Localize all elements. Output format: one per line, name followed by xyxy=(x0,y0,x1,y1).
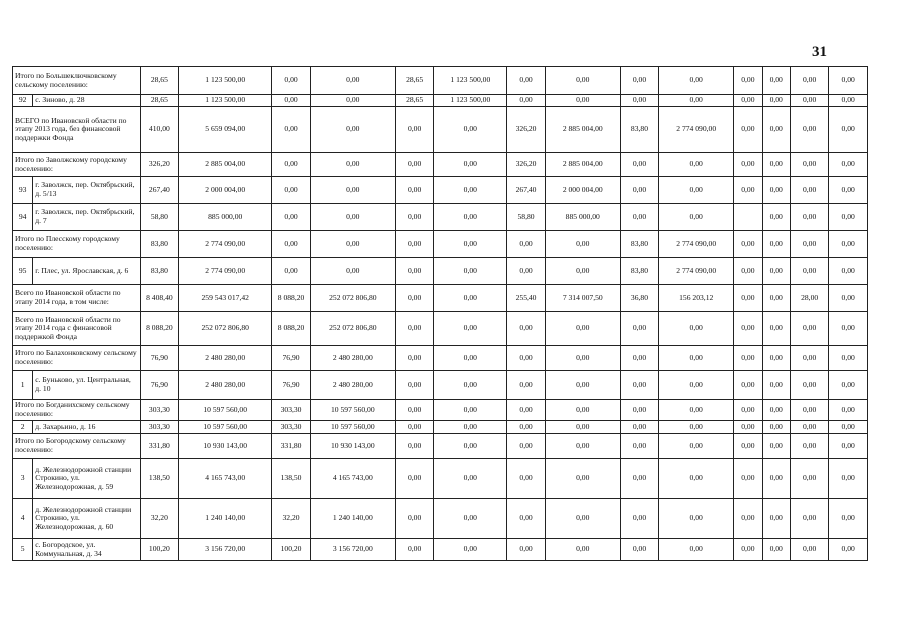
value-cell: 0,00 xyxy=(829,346,868,371)
value-cell: 0,00 xyxy=(272,107,310,153)
value-cell: 28,65 xyxy=(395,67,433,95)
value-cell: 0,00 xyxy=(272,153,310,177)
value-cell: 0,00 xyxy=(659,177,734,204)
value-cell: 4 165 743,00 xyxy=(310,459,395,499)
value-cell: 0,00 xyxy=(434,204,507,231)
value-cell: 0,00 xyxy=(659,499,734,539)
value-cell: 326,20 xyxy=(140,153,178,177)
table-row xyxy=(13,258,868,285)
value-cell: 0,00 xyxy=(545,258,620,285)
value-cell: 0,00 xyxy=(620,177,658,204)
value-cell: 83,80 xyxy=(140,258,178,285)
value-cell: 83,80 xyxy=(140,231,178,258)
table-row xyxy=(13,459,868,499)
value-cell: 0,00 xyxy=(734,177,762,204)
value-cell: 0,00 xyxy=(545,231,620,258)
value-cell: 0,00 xyxy=(829,153,868,177)
value-cell: 0,00 xyxy=(310,258,395,285)
row-label: Всего по Ивановской области по этапу 2014 года с финансовой поддержкой Фонда xyxy=(13,312,141,346)
row-label: Итого по Богданихскому сельскому поселению: xyxy=(13,400,141,421)
value-cell: 0,00 xyxy=(762,312,790,346)
value-cell: 0,00 xyxy=(829,107,868,153)
value-cell: 0,00 xyxy=(762,107,790,153)
value-cell: 0,00 xyxy=(507,231,545,258)
value-cell: 0,00 xyxy=(790,371,828,400)
value-cell: 83,80 xyxy=(620,231,658,258)
value-cell: 0,00 xyxy=(395,539,433,561)
summary-row xyxy=(13,434,868,459)
value-cell: 331,80 xyxy=(272,434,310,459)
summary-row xyxy=(13,67,868,95)
value-cell: 8 088,20 xyxy=(272,312,310,346)
value-cell: 0,00 xyxy=(829,231,868,258)
value-cell: 0,00 xyxy=(507,499,545,539)
value-cell: 0,00 xyxy=(790,231,828,258)
value-cell: 2 774 090,00 xyxy=(179,231,272,258)
value-cell: 0,00 xyxy=(829,258,868,285)
value-cell: 0,00 xyxy=(734,459,762,499)
value-cell: 0,00 xyxy=(545,67,620,95)
value-cell: 10 930 143,00 xyxy=(310,434,395,459)
value-cell: 0,00 xyxy=(829,539,868,561)
value-cell: 252 072 806,80 xyxy=(310,285,395,312)
value-cell: 7 314 007,50 xyxy=(545,285,620,312)
value-cell: 0,00 xyxy=(659,421,734,434)
row-label: Итого по Плесскому городскому поселению: xyxy=(13,231,141,258)
value-cell: 0,00 xyxy=(310,177,395,204)
value-cell: 410,00 xyxy=(140,107,178,153)
value-cell: 0,00 xyxy=(434,312,507,346)
value-cell: 0,00 xyxy=(734,499,762,539)
value-cell: 10 930 143,00 xyxy=(179,434,272,459)
value-cell: 0,00 xyxy=(545,400,620,421)
value-cell: 0,00 xyxy=(620,459,658,499)
value-cell: 0,00 xyxy=(434,107,507,153)
value-cell: 0,00 xyxy=(620,421,658,434)
row-number: 5 xyxy=(13,539,33,561)
value-cell: 0,00 xyxy=(395,177,433,204)
value-cell: 0,00 xyxy=(395,400,433,421)
value-cell: 0,00 xyxy=(545,539,620,561)
value-cell: 303,30 xyxy=(272,421,310,434)
value-cell: 0,00 xyxy=(395,434,433,459)
value-cell: 0,00 xyxy=(659,371,734,400)
value-cell: 2 000 004,00 xyxy=(545,177,620,204)
value-cell: 0,00 xyxy=(620,371,658,400)
value-cell: 0,00 xyxy=(734,434,762,459)
value-cell: 0,00 xyxy=(762,434,790,459)
value-cell: 326,20 xyxy=(507,153,545,177)
value-cell: 83,80 xyxy=(620,258,658,285)
value-cell: 0,00 xyxy=(395,312,433,346)
value-cell: 1 240 140,00 xyxy=(310,499,395,539)
value-cell: 0,00 xyxy=(790,153,828,177)
summary-row xyxy=(13,231,868,258)
value-cell: 326,20 xyxy=(507,107,545,153)
value-cell: 0,00 xyxy=(734,153,762,177)
row-number: 2 xyxy=(13,421,33,434)
value-cell: 1 123 500,00 xyxy=(434,67,507,95)
value-cell: 100,20 xyxy=(272,539,310,561)
value-cell: 0,00 xyxy=(310,153,395,177)
value-cell: 0,00 xyxy=(762,400,790,421)
value-cell: 0,00 xyxy=(395,346,433,371)
value-cell: 8 088,20 xyxy=(140,312,178,346)
value-cell: 1 123 500,00 xyxy=(179,67,272,95)
address-cell: с. Буньково, ул. Центральная, д. 10 xyxy=(33,371,140,400)
value-cell: 0,00 xyxy=(434,231,507,258)
value-cell: 10 597 560,00 xyxy=(179,400,272,421)
row-number: 1 xyxy=(13,371,33,400)
value-cell: 0,00 xyxy=(310,204,395,231)
value-cell: 0,00 xyxy=(762,499,790,539)
value-cell: 0,00 xyxy=(659,67,734,95)
value-cell: 0,00 xyxy=(659,459,734,499)
value-cell: 10 597 560,00 xyxy=(179,421,272,434)
value-cell: 0,00 xyxy=(434,459,507,499)
row-number: 95 xyxy=(13,258,33,285)
value-cell: 2 480 280,00 xyxy=(310,346,395,371)
value-cell: 267,40 xyxy=(140,177,178,204)
value-cell: 267,40 xyxy=(507,177,545,204)
address-cell: г. Плес, ул. Ярославская, д. 6 xyxy=(33,258,140,285)
value-cell: 0,00 xyxy=(762,177,790,204)
row-label: Итого по Богородскому сельскому поселению: xyxy=(13,434,141,459)
value-cell: 76,90 xyxy=(140,371,178,400)
value-cell: 0,00 xyxy=(434,153,507,177)
value-cell: 0,00 xyxy=(659,153,734,177)
value-cell: 3 156 720,00 xyxy=(310,539,395,561)
value-cell: 0,00 xyxy=(762,258,790,285)
value-cell: 0,00 xyxy=(272,204,310,231)
value-cell: 0,00 xyxy=(272,95,310,107)
value-cell: 0,00 xyxy=(829,95,868,107)
value-cell: 0,00 xyxy=(545,434,620,459)
value-cell: 0,00 xyxy=(434,434,507,459)
value-cell: 0,00 xyxy=(620,539,658,561)
value-cell: 0,00 xyxy=(545,421,620,434)
value-cell: 0,00 xyxy=(507,346,545,371)
value-cell: 0,00 xyxy=(507,371,545,400)
value-cell: 28,00 xyxy=(790,285,828,312)
value-cell: 58,80 xyxy=(507,204,545,231)
value-cell: 0,00 xyxy=(507,421,545,434)
page-number: 31 xyxy=(812,44,827,60)
value-cell: 0,00 xyxy=(762,371,790,400)
value-cell: 0,00 xyxy=(659,539,734,561)
value-cell: 0,00 xyxy=(545,312,620,346)
row-number: 3 xyxy=(13,459,33,499)
value-cell: 0,00 xyxy=(620,67,658,95)
table-row xyxy=(13,95,868,107)
value-cell: 0,00 xyxy=(272,177,310,204)
value-cell: 8 408,40 xyxy=(140,285,178,312)
value-cell: 0,00 xyxy=(507,400,545,421)
table-row xyxy=(13,421,868,434)
value-cell: 0,00 xyxy=(620,95,658,107)
value-cell: 0,00 xyxy=(734,421,762,434)
value-cell: 58,80 xyxy=(140,204,178,231)
row-number: 93 xyxy=(13,177,33,204)
value-cell: 76,90 xyxy=(140,346,178,371)
value-cell: 8 088,20 xyxy=(272,285,310,312)
value-cell: 0,00 xyxy=(829,177,868,204)
value-cell: 2 774 090,00 xyxy=(659,258,734,285)
value-cell: 0,00 xyxy=(507,95,545,107)
value-cell: 0,00 xyxy=(790,459,828,499)
value-cell: 3 156 720,00 xyxy=(179,539,272,561)
value-cell: 1 123 500,00 xyxy=(179,95,272,107)
value-cell: 0,00 xyxy=(545,346,620,371)
value-cell: 0,00 xyxy=(395,421,433,434)
value-cell: 0,00 xyxy=(762,231,790,258)
address-cell: г. Заволжск, пер. Октябрьский, д. 7 xyxy=(33,204,140,231)
value-cell: 2 774 090,00 xyxy=(659,231,734,258)
value-cell: 0,00 xyxy=(734,346,762,371)
value-cell: 0,00 xyxy=(434,258,507,285)
value-cell: 0,00 xyxy=(762,285,790,312)
value-cell: 0,00 xyxy=(790,539,828,561)
summary-row xyxy=(13,400,868,421)
row-label: Всего по Ивановской области по этапу 2014 года, в том числе: xyxy=(13,285,141,312)
value-cell: 0,00 xyxy=(734,312,762,346)
value-cell: 0,00 xyxy=(790,346,828,371)
summary-row xyxy=(13,107,868,153)
value-cell: 0,00 xyxy=(545,95,620,107)
value-cell: 138,50 xyxy=(272,459,310,499)
address-cell: с. Богородское, ул. Коммунальная, д. 34 xyxy=(33,539,140,561)
value-cell: 0,00 xyxy=(272,67,310,95)
value-cell: 0,00 xyxy=(620,312,658,346)
value-cell: 303,30 xyxy=(140,400,178,421)
value-cell: 10 597 560,00 xyxy=(310,400,395,421)
address-cell: с. Зиново, д. 28 xyxy=(33,95,140,107)
value-cell: 0,00 xyxy=(790,434,828,459)
value-cell: 0,00 xyxy=(620,434,658,459)
value-cell: 76,90 xyxy=(272,371,310,400)
value-cell: 0,00 xyxy=(734,67,762,95)
value-cell: 255,40 xyxy=(507,285,545,312)
value-cell: 0,00 xyxy=(734,539,762,561)
value-cell: 2 480 280,00 xyxy=(310,371,395,400)
value-cell: 331,80 xyxy=(140,434,178,459)
value-cell: 2 774 090,00 xyxy=(179,258,272,285)
value-cell: 0,00 xyxy=(395,459,433,499)
value-cell: 76,90 xyxy=(272,346,310,371)
address-cell: д. Захарьино, д. 16 xyxy=(33,421,140,434)
value-cell: 0,00 xyxy=(434,177,507,204)
value-cell: 0,00 xyxy=(395,204,433,231)
value-cell: 0,00 xyxy=(829,204,868,231)
value-cell: 0,00 xyxy=(762,204,790,231)
value-cell: 0,00 xyxy=(434,539,507,561)
row-number: 4 xyxy=(13,499,33,539)
value-cell: 0,00 xyxy=(734,400,762,421)
value-cell: 0,00 xyxy=(762,539,790,561)
value-cell: 0,00 xyxy=(507,459,545,499)
value-cell: 0,00 xyxy=(762,421,790,434)
value-cell: 0,00 xyxy=(395,371,433,400)
value-cell: 0,00 xyxy=(620,346,658,371)
value-cell: 1 240 140,00 xyxy=(179,499,272,539)
value-cell: 0,00 xyxy=(659,95,734,107)
data-table xyxy=(12,66,868,561)
value-cell: 252 072 806,80 xyxy=(179,312,272,346)
row-label: ВСЕГО по Ивановской области по этапу 2013 года, без финансовой поддержки Фонда xyxy=(13,107,141,153)
value-cell: 0,00 xyxy=(395,153,433,177)
value-cell: 303,30 xyxy=(140,421,178,434)
value-cell: 0,00 xyxy=(734,231,762,258)
value-cell: 4 165 743,00 xyxy=(179,459,272,499)
value-cell: 0,00 xyxy=(829,285,868,312)
value-cell: 0,00 xyxy=(434,346,507,371)
value-cell: 28,65 xyxy=(140,95,178,107)
value-cell: 0,00 xyxy=(762,95,790,107)
value-cell: 0,00 xyxy=(272,258,310,285)
value-cell: 0,00 xyxy=(395,231,433,258)
value-cell: 0,00 xyxy=(310,95,395,107)
value-cell: 0,00 xyxy=(507,539,545,561)
value-cell xyxy=(734,204,762,231)
value-cell: 0,00 xyxy=(395,258,433,285)
value-cell: 0,00 xyxy=(734,95,762,107)
value-cell: 0,00 xyxy=(829,434,868,459)
value-cell: 28,65 xyxy=(140,67,178,95)
value-cell: 0,00 xyxy=(659,312,734,346)
value-cell: 0,00 xyxy=(762,153,790,177)
value-cell: 0,00 xyxy=(829,312,868,346)
row-label: Итого по Балахонковскому сельскому поселению: xyxy=(13,346,141,371)
value-cell: 0,00 xyxy=(395,285,433,312)
value-cell: 83,80 xyxy=(620,107,658,153)
value-cell: 2 885 004,00 xyxy=(545,153,620,177)
value-cell: 0,00 xyxy=(272,231,310,258)
value-cell: 0,00 xyxy=(829,499,868,539)
value-cell: 0,00 xyxy=(790,258,828,285)
value-cell: 0,00 xyxy=(434,421,507,434)
value-cell: 0,00 xyxy=(790,95,828,107)
value-cell: 138,50 xyxy=(140,459,178,499)
value-cell: 0,00 xyxy=(829,459,868,499)
value-cell: 28,65 xyxy=(395,95,433,107)
value-cell: 0,00 xyxy=(659,204,734,231)
table-row xyxy=(13,204,868,231)
value-cell: 0,00 xyxy=(545,459,620,499)
value-cell: 0,00 xyxy=(434,285,507,312)
table-row xyxy=(13,499,868,539)
value-cell: 32,20 xyxy=(272,499,310,539)
value-cell: 0,00 xyxy=(790,421,828,434)
value-cell: 2 885 004,00 xyxy=(179,153,272,177)
value-cell: 0,00 xyxy=(507,67,545,95)
value-cell: 156 203,12 xyxy=(659,285,734,312)
value-cell: 2 480 280,00 xyxy=(179,346,272,371)
table-row xyxy=(13,177,868,204)
value-cell: 2 774 090,00 xyxy=(659,107,734,153)
row-number: 92 xyxy=(13,95,33,107)
value-cell: 0,00 xyxy=(434,400,507,421)
value-cell: 0,00 xyxy=(790,400,828,421)
value-cell: 1 123 500,00 xyxy=(434,95,507,107)
table-row xyxy=(13,371,868,400)
value-cell: 5 659 094,00 xyxy=(179,107,272,153)
value-cell: 0,00 xyxy=(829,67,868,95)
address-cell: г. Заволжск, пер. Октябрьский, д. 5/13 xyxy=(33,177,140,204)
value-cell: 0,00 xyxy=(829,371,868,400)
value-cell: 0,00 xyxy=(434,371,507,400)
value-cell: 0,00 xyxy=(790,312,828,346)
address-cell: д. Железнодорожной станции Строкино, ул. Железнодорожная, д. 60 xyxy=(33,499,140,539)
value-cell: 0,00 xyxy=(762,459,790,499)
value-cell: 259 543 017,42 xyxy=(179,285,272,312)
value-cell: 885 000,00 xyxy=(179,204,272,231)
value-cell: 0,00 xyxy=(790,204,828,231)
address-cell: д. Железнодорожной станции Строкино, ул. Железнодорожная, д. 59 xyxy=(33,459,140,499)
value-cell: 100,20 xyxy=(140,539,178,561)
value-cell: 0,00 xyxy=(659,346,734,371)
value-cell: 0,00 xyxy=(545,499,620,539)
value-cell: 0,00 xyxy=(434,499,507,539)
value-cell: 0,00 xyxy=(734,285,762,312)
value-cell: 0,00 xyxy=(734,258,762,285)
value-cell: 0,00 xyxy=(507,312,545,346)
value-cell: 0,00 xyxy=(620,499,658,539)
value-cell: 0,00 xyxy=(829,400,868,421)
value-cell: 0,00 xyxy=(395,499,433,539)
value-cell: 0,00 xyxy=(790,499,828,539)
row-label: Итого по Заволжскому городскому поселению: xyxy=(13,153,141,177)
table-row xyxy=(13,539,868,561)
value-cell: 0,00 xyxy=(620,204,658,231)
value-cell: 32,20 xyxy=(140,499,178,539)
value-cell: 0,00 xyxy=(762,346,790,371)
value-cell: 2 885 004,00 xyxy=(545,107,620,153)
value-cell: 0,00 xyxy=(734,371,762,400)
value-cell: 0,00 xyxy=(734,107,762,153)
value-cell: 0,00 xyxy=(310,231,395,258)
value-cell: 885 000,00 xyxy=(545,204,620,231)
value-cell: 0,00 xyxy=(507,258,545,285)
value-cell: 0,00 xyxy=(790,177,828,204)
value-cell: 36,80 xyxy=(620,285,658,312)
value-cell: 2 000 004,00 xyxy=(179,177,272,204)
summary-row xyxy=(13,285,868,312)
summary-row xyxy=(13,312,868,346)
value-cell: 2 480 280,00 xyxy=(179,371,272,400)
value-cell: 10 597 560,00 xyxy=(310,421,395,434)
value-cell: 0,00 xyxy=(829,421,868,434)
value-cell: 0,00 xyxy=(545,371,620,400)
value-cell: 0,00 xyxy=(659,400,734,421)
value-cell: 303,30 xyxy=(272,400,310,421)
summary-row xyxy=(13,153,868,177)
value-cell: 0,00 xyxy=(507,434,545,459)
row-number: 94 xyxy=(13,204,33,231)
value-cell: 0,00 xyxy=(790,67,828,95)
value-cell: 252 072 806,80 xyxy=(310,312,395,346)
summary-row xyxy=(13,346,868,371)
value-cell: 0,00 xyxy=(790,107,828,153)
value-cell: 0,00 xyxy=(659,434,734,459)
value-cell: 0,00 xyxy=(310,67,395,95)
value-cell: 0,00 xyxy=(762,67,790,95)
value-cell: 0,00 xyxy=(395,107,433,153)
value-cell: 0,00 xyxy=(620,153,658,177)
value-cell: 0,00 xyxy=(310,107,395,153)
value-cell: 0,00 xyxy=(620,400,658,421)
row-label: Итого по Большеключковскому сельскому поселению: xyxy=(13,67,141,95)
